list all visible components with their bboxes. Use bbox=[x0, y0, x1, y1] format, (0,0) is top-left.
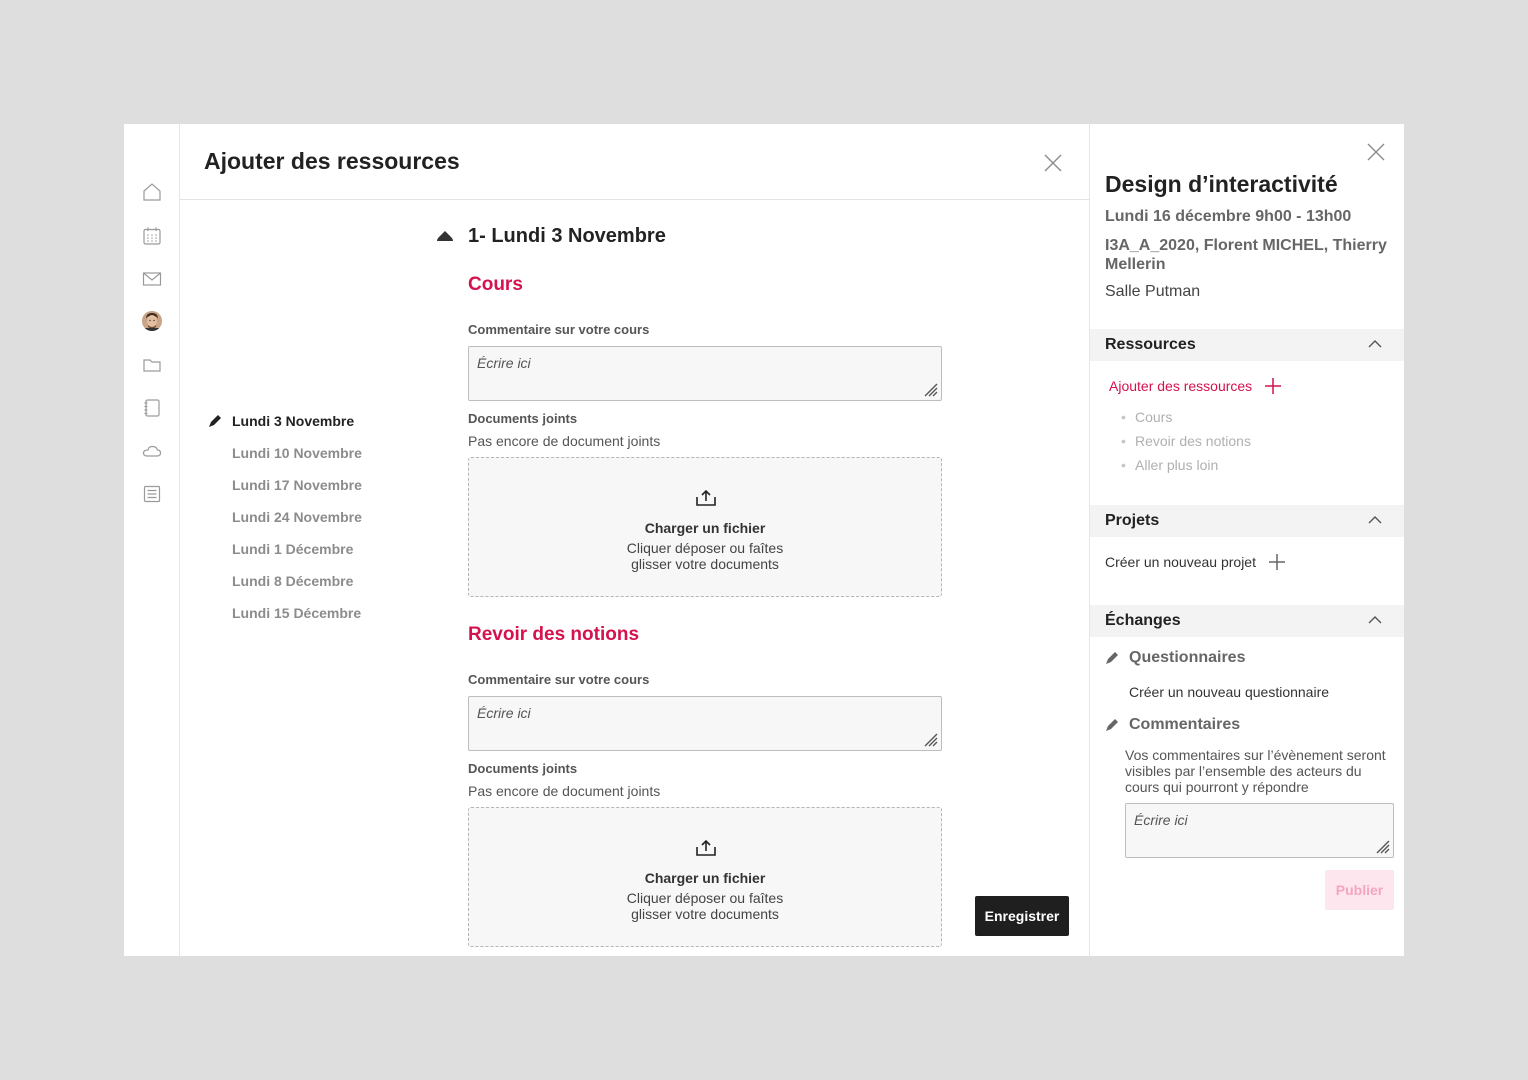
date-item-label: Lundi 17 Novembre bbox=[232, 477, 362, 493]
folder-icon[interactable] bbox=[142, 355, 162, 375]
date-item-label: Lundi 10 Novembre bbox=[232, 445, 362, 461]
upload-hint-line: Cliquer déposer ou faîtes bbox=[626, 540, 784, 556]
resize-grip-icon[interactable] bbox=[922, 731, 938, 747]
comments-description bbox=[1125, 747, 1386, 795]
resize-grip-icon[interactable] bbox=[922, 381, 938, 397]
upload-hint bbox=[469, 540, 941, 572]
section-title: Ressources bbox=[1105, 336, 1196, 353]
session-collapse-toggle[interactable] bbox=[436, 224, 666, 248]
resource-item[interactable]: • Aller plus loin bbox=[1135, 457, 1218, 473]
date-item[interactable] bbox=[208, 476, 408, 508]
save-button[interactable]: Enregistrer bbox=[975, 896, 1069, 936]
date-item[interactable] bbox=[208, 412, 408, 444]
date-item[interactable] bbox=[208, 604, 408, 636]
plus-icon bbox=[1268, 553, 1286, 571]
date-item-label: Lundi 24 Novembre bbox=[232, 509, 362, 525]
app-window bbox=[124, 124, 1404, 956]
category-title: Revoir des notions bbox=[468, 624, 640, 645]
upload-hint-line: glisser votre documents bbox=[631, 556, 779, 572]
documents-empty: Pas encore de document joints bbox=[468, 783, 661, 799]
close-icon[interactable] bbox=[1042, 152, 1064, 174]
upload-hint-line: glisser votre documents bbox=[631, 906, 779, 922]
comment-textarea[interactable] bbox=[468, 696, 942, 751]
upload-icon bbox=[695, 838, 717, 858]
comment-placeholder: Écrire ici bbox=[477, 705, 531, 721]
document-icon[interactable] bbox=[142, 484, 162, 504]
cloud-icon[interactable] bbox=[142, 441, 162, 461]
section-title: Échanges bbox=[1105, 612, 1181, 629]
section-title: Projets bbox=[1105, 512, 1160, 529]
commentaires-title: Commentaires bbox=[1129, 716, 1241, 733]
event-room: Salle Putman bbox=[1105, 283, 1201, 300]
chevron-up-icon bbox=[1368, 615, 1382, 625]
event-date: Lundi 16 décembre 9h00 - 13h00 bbox=[1105, 208, 1352, 225]
file-dropzone[interactable] bbox=[468, 807, 942, 947]
echanges-section-toggle[interactable] bbox=[1090, 605, 1404, 637]
documents-label: Documents joints bbox=[468, 411, 578, 426]
category-title: Cours bbox=[468, 274, 523, 295]
notebook-icon[interactable] bbox=[142, 398, 162, 418]
pen-icon bbox=[1105, 718, 1119, 732]
file-dropzone[interactable] bbox=[468, 457, 942, 597]
comments-description-line: Vos commentaires sur l’évènement seront bbox=[1125, 747, 1386, 763]
comment-label: Commentaire sur votre cours bbox=[468, 672, 650, 687]
modal-title: Ajouter des ressources bbox=[204, 148, 460, 174]
create-questionnaire-link[interactable]: Créer un nouveau questionnaire bbox=[1129, 684, 1330, 700]
create-project-label: Créer un nouveau projet bbox=[1105, 554, 1256, 570]
documents-empty: Pas encore de document joints bbox=[468, 433, 661, 449]
commentaires-heading bbox=[1105, 716, 1240, 734]
event-title: Design d’interactivité bbox=[1105, 171, 1338, 197]
category-revoir-notions bbox=[468, 624, 639, 648]
date-item[interactable] bbox=[208, 444, 408, 476]
comments-description-line: visibles par l’ensemble des acteurs du bbox=[1125, 763, 1362, 779]
date-item[interactable] bbox=[208, 572, 408, 604]
questionnaires-title: Questionnaires bbox=[1129, 649, 1246, 666]
questionnaires-heading bbox=[1105, 649, 1245, 667]
resource-item[interactable]: • Revoir des notions bbox=[1135, 433, 1251, 449]
chevron-up-icon bbox=[1368, 515, 1382, 525]
session-heading: 1- Lundi 3 Novembre bbox=[468, 224, 666, 247]
date-item-label: Lundi 15 Décembre bbox=[232, 605, 362, 621]
date-item-label: Lundi 1 Décembre bbox=[232, 541, 354, 557]
resource-item[interactable]: • Cours bbox=[1135, 409, 1172, 425]
add-resources-label: Ajouter des ressources bbox=[1109, 378, 1253, 394]
mail-icon[interactable] bbox=[142, 269, 162, 289]
comment-label: Commentaire sur votre cours bbox=[468, 322, 650, 337]
date-item-label: Lundi 8 Décembre bbox=[232, 573, 354, 589]
plus-icon bbox=[1264, 377, 1282, 395]
comment-textarea[interactable] bbox=[468, 346, 942, 401]
comment-placeholder: Écrire ici bbox=[1134, 812, 1188, 828]
ressources-section-toggle[interactable] bbox=[1090, 329, 1404, 361]
date-item[interactable] bbox=[208, 508, 408, 540]
event-details-panel bbox=[1090, 124, 1404, 956]
comments-description-line: cours qui pourront y répondre bbox=[1125, 779, 1309, 795]
date-item[interactable] bbox=[208, 540, 408, 572]
modal-header bbox=[180, 124, 1090, 200]
comment-placeholder: Écrire ici bbox=[477, 355, 531, 371]
comment-textarea[interactable] bbox=[1125, 803, 1394, 858]
event-participants: I3A_A_2020, Florent MICHEL, Thierry Mellerin bbox=[1105, 237, 1387, 273]
upload-hint-line: Cliquer déposer ou faîtes bbox=[626, 890, 784, 906]
resize-grip-icon[interactable] bbox=[1374, 838, 1390, 854]
caret-up-icon bbox=[436, 230, 454, 242]
add-resources-modal bbox=[180, 124, 1090, 956]
upload-title: Charger un fichier bbox=[644, 520, 766, 536]
close-icon[interactable] bbox=[1366, 142, 1386, 162]
projets-section-toggle[interactable] bbox=[1090, 505, 1404, 537]
date-item-label: Lundi 3 Novembre bbox=[232, 413, 355, 429]
create-project-link[interactable] bbox=[1105, 553, 1286, 571]
upload-hint bbox=[469, 890, 941, 922]
calendar-icon[interactable] bbox=[142, 226, 162, 246]
add-resources-link[interactable] bbox=[1109, 377, 1282, 395]
pen-icon bbox=[208, 414, 222, 428]
upload-icon bbox=[695, 488, 717, 508]
pen-icon bbox=[1105, 651, 1119, 665]
home-icon[interactable] bbox=[142, 182, 162, 202]
category-cours bbox=[468, 274, 523, 298]
publish-button[interactable]: Publier bbox=[1325, 870, 1394, 910]
upload-title: Charger un fichier bbox=[644, 870, 766, 886]
chevron-up-icon bbox=[1368, 339, 1382, 349]
nav-rail bbox=[124, 124, 180, 956]
avatar[interactable] bbox=[142, 311, 162, 331]
session-date-list bbox=[208, 412, 408, 636]
documents-label: Documents joints bbox=[468, 761, 578, 776]
